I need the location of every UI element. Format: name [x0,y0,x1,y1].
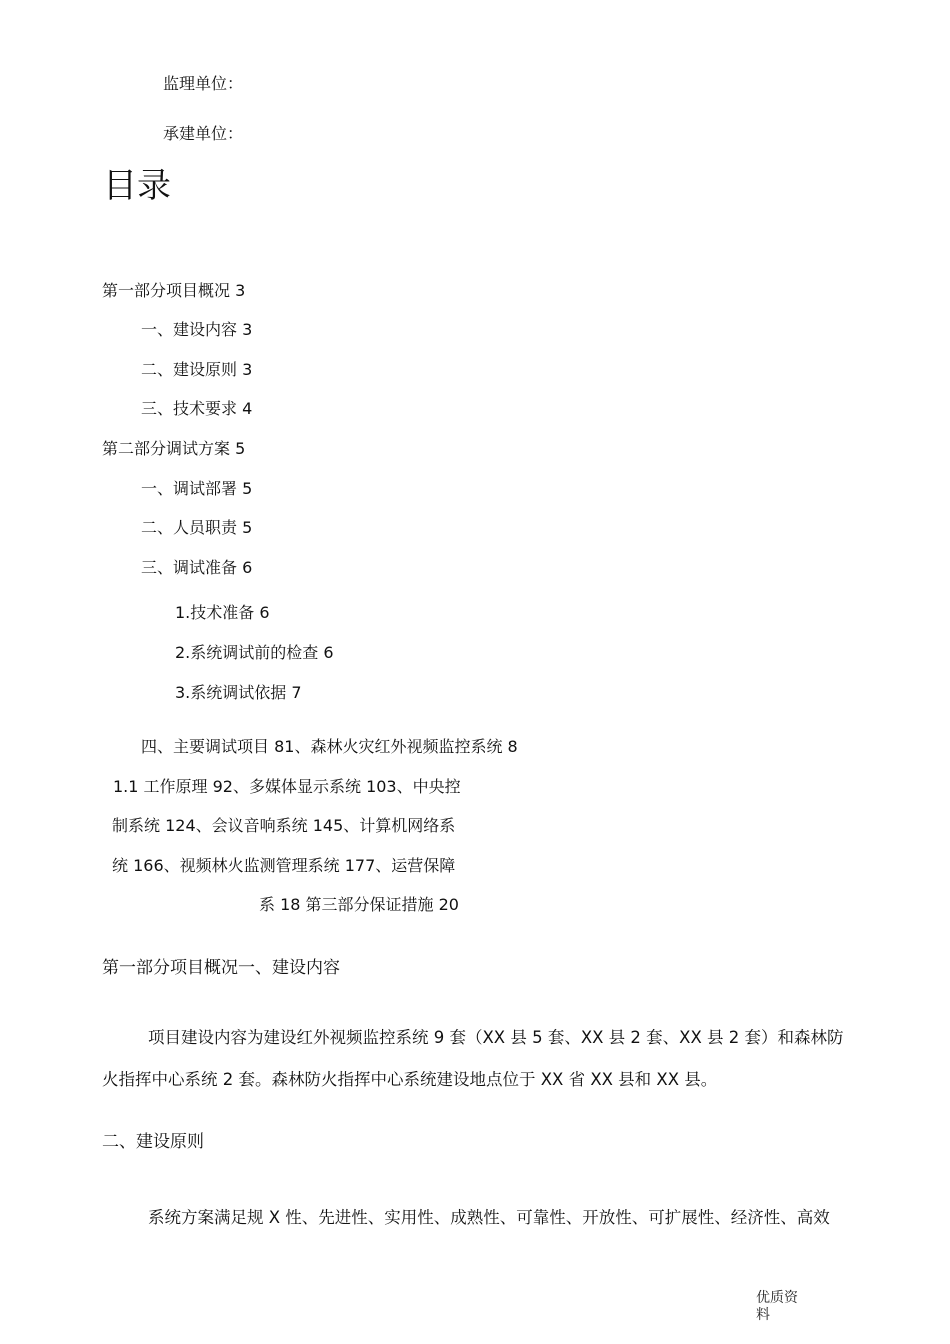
toc-entry[interactable]: 第二部分调试方案 5 [102,439,246,458]
toc-entry[interactable]: 三、技术要求 4 [141,399,253,418]
footer-text-line: 料 [756,1307,770,1323]
toc-entry[interactable]: 系 18 第三部分保证措施 20 [259,895,459,914]
supervisor-label: 监理单位： [163,74,244,93]
contractor-label: 承建单位： [163,124,244,143]
toc-entry[interactable]: 第一部分项目概况 3 [102,281,246,300]
paragraph-line: 火指挥中心系统 2 套。森林防火指挥中心系统建设地点位于 XX 省 XX 县和 XX 县。 [102,1070,718,1089]
toc-entry[interactable]: 制系统 124、会议音响系统 145、计算机网络系 [112,816,456,835]
footer-text-line: 优质资 [756,1290,798,1306]
section-heading: 二、建设原则 [102,1132,204,1152]
paragraph-line: 系统方案满足规 X 性、先进性、实用性、成熟性、可靠性、开放性、可扩展性、经济性、高效 [148,1208,830,1227]
part1-heading: 第一部分项目概况一、建设内容 [102,958,340,978]
toc-entry[interactable]: 四、主要调试项目 81、森林火灾红外视频监控系统 8 [141,737,518,756]
paragraph-line: 项目建设内容为建设红外视频监控系统 9 套（XX 县 5 套、XX 县 2 套、XX 县 2 套）和森林防 [148,1028,844,1047]
toc-entry[interactable]: 二、人员职责 5 [141,518,253,537]
toc-entry[interactable]: 一、调试部署 5 [141,479,253,498]
toc-entry[interactable]: 3.系统调试依据 7 [175,683,302,702]
footer-watermark [756,1290,798,1324]
toc-entry[interactable]: 统 166、视频林火监测管理系统 177、运营保障 [112,856,456,875]
toc-entry[interactable]: 一、建设内容 3 [141,320,253,339]
toc-title: 目录 [103,166,171,206]
toc-entry[interactable]: 1.1 工作原理 92、多媒体显示系统 103、中央控 [113,777,461,796]
toc-entry[interactable]: 2.系统调试前的检查 6 [175,643,334,662]
toc-entry[interactable]: 二、建设原则 3 [141,360,253,379]
toc-entry[interactable]: 1.技术准备 6 [175,603,270,622]
toc-entry[interactable]: 三、调试准备 6 [141,558,253,577]
